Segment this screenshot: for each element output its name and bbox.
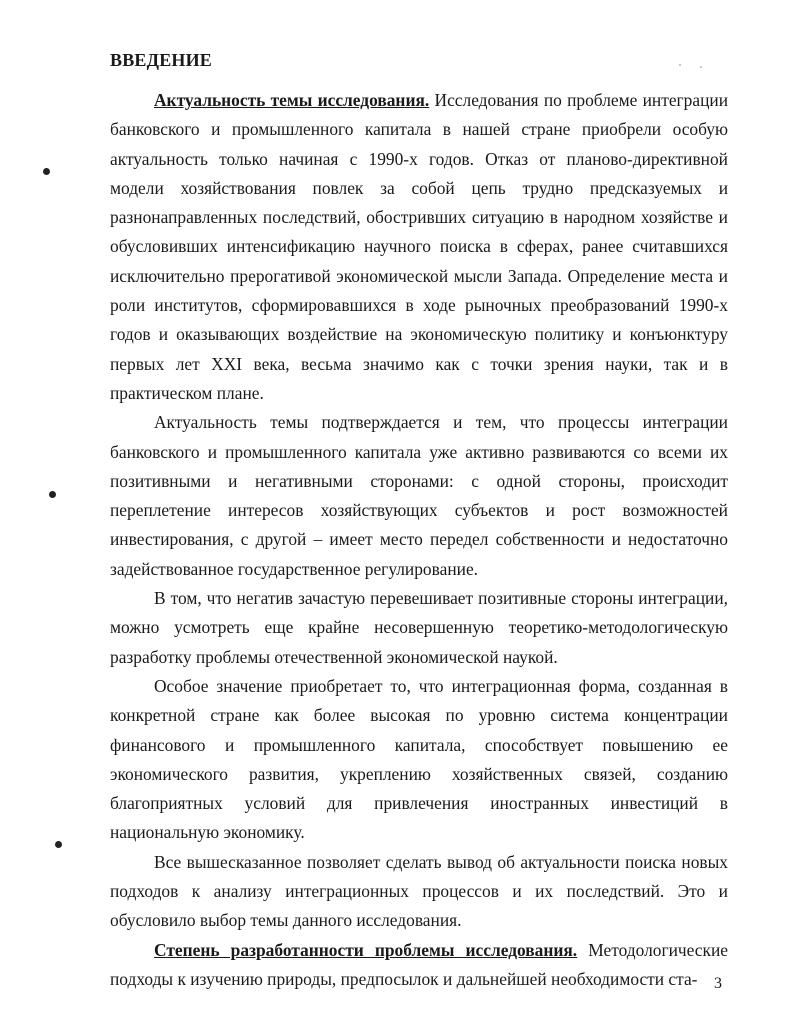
section-heading: ВВЕДЕНИЕ <box>110 50 213 70</box>
paragraph <box>110 672 728 848</box>
paragraph-text: В том, что негатив зачастую перевешивает позитивные стороны интеграции, можно усмотреть еще крайне несовершенную теоретико-методологическую разработку проблемы отечественной экономической наукой. <box>110 588 728 667</box>
elaboration-lead: Степень разработанности проблемы исследования. <box>154 939 578 960</box>
paragraph-elaboration <box>110 936 728 995</box>
paragraph <box>110 848 728 936</box>
paragraph <box>110 584 728 672</box>
paragraph-text: Методологические подходы к изучению природы, предпосылок и дальнейшей необходимости ста- <box>110 939 728 989</box>
page-number: 3 <box>714 975 722 992</box>
paragraph-relevance <box>110 86 728 408</box>
scan-speck <box>700 66 702 68</box>
relevance-lead: Актуальность темы исследования. <box>154 90 430 110</box>
punch-hole-mark <box>55 841 62 848</box>
paragraph-text: Исследования по проблеме интеграции банковского и промышленного капитала в нашей стране приобрели особую актуальность только начиная с 1990-х годов. Отказ от планово-директивной модели хозяйствования повлек за собой цепь трудно предсказуемых и разнонаправленных последствий, обостривших ситуацию в народном хозяйстве и обусловивших интенсификацию научного поиска в сферах, ранее считавшихся исключительно прерогативой экономической мысли Запада. Определение места и роли институтов, сформировавшихся в ходе рыночных преобразований 1990-х годов и оказывающих воздействие на экономическую политику и конъюнктуру первых лет XXI века, весьма значимо как с точки зрения науки, так и в практическом плане. <box>110 90 729 403</box>
punch-hole-mark <box>43 168 50 175</box>
paragraph-text: Актуальность темы подтверждается и тем, что процессы интеграции банковского и промышленного капитала уже активно развиваются со всеми их позитивными и негативными сторонами: с одной стороны, происходит переплетение интересов хозяйствующих субъектов и рост возможностей инвестирования, с другой – имеет место передел собственности и недостаточно задействованное государственное регулирование. <box>110 412 728 579</box>
punch-hole-mark <box>49 491 56 498</box>
paragraph-text: Все вышесказанное позволяет сделать вывод об актуальности поиска новых подходов к анализу интеграционных процессов и их последствий. Это и обусловило выбор темы данного исследования. <box>110 851 728 931</box>
paragraph <box>110 408 728 584</box>
paragraph-text: Особое значение приобретает то, что интеграционная форма, созданная в конкретной стране как более высокая по уровню система концентрации финансового и промышленного капитала, способствует повышению ее экономического развития, укреплению хозяйственных связей, созданию благоприятных условий для привлечения иностранных инвестиций в национальную экономику. <box>110 675 728 843</box>
scan-speck <box>679 64 681 66</box>
body-text <box>110 86 728 994</box>
